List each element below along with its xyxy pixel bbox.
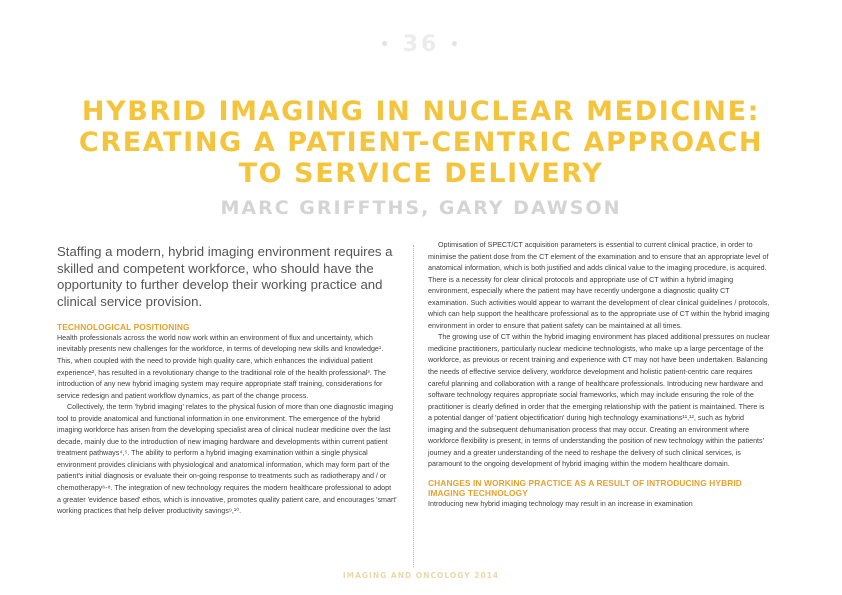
- body-paragraph: Health professionals across the world now work within an environment of flux and uncertainty, which inevitably presents new challenges for the workforce, in terms of developing new skills and knowledge¹. This, when coupled with the need to provide high quality care, which enhances the individual patient experience², has resulted in a revolutionary change to the traditional role of the health professional³. The introduction of any new hybrid imaging system may require appropriate staff training, considerations for service redesign and patient workflow dynamics, as part of the change process.: [57, 333, 386, 400]
- column-divider: [413, 245, 414, 567]
- page-footer: IMAGING AND ONCOLOGY 2014: [342, 571, 500, 580]
- body-paragraph: Introducing new hybrid imaging technology may result in an increase in examination: [428, 499, 693, 508]
- title-line-3: TO SERVICE DELIVERY: [238, 158, 604, 189]
- title-line-2: CREATING A PATIENT-CENTRIC APPROACH: [78, 127, 764, 158]
- title-line-1: HYBRID IMAGING IN NUCLEAR MEDICINE:: [81, 96, 761, 127]
- decor-dot-left: •: [380, 37, 393, 53]
- page-number-value: 36: [402, 32, 440, 57]
- body-paragraph: The growing use of CT within the hybrid imaging environment has placed additional pressures on nuclear medicine practitioners, particularly nuclear medicine technologists, who make up a large percentage of the workforce, as previous or recent training and experience with CT may not have been undertaken. Balancing the needs of effective service delivery, workforce development and holistic patient-centric care requires careful planning and collaboration with a range of healthcare professionals. Introducing new hardware and software technology requires appropriate social frameworks, which may include ensuring the role of the practitioner is clearly defined in order that the emerging relationship with the patient is maintained. There is a potential danger of 'patient objectification' during high technology examinations¹¹,¹², such as hybrid imaging and the subsequent dehumanisation process that may occur. Creating an environment where workforce flexibility is present, in terms of understanding the position of new technology within the patients' journey and a greater understanding of the need to reshape the delivery of such clinical services, is paramount to the ongoing development of hybrid imaging within the modern healthcare domain.: [428, 333, 770, 469]
- article-title: [40, 96, 802, 189]
- body-paragraph: Collectively, the term 'hybrid imaging' relates to the physical fusion of more than one diagnostic imaging tool to provide anatomical and functional information in one environment. The emergence of the hybrid imaging workforce has arisen from the developing specialist area of clinical nuclear medicine over the last decade, mainly due to the introduction of new imaging hardware and developments within current patient treatment pathways⁴,⁵. The ability to perform a hybrid imaging examination within a single physical environment provides clinicians with physiological and anatomical information, which may form part of the patient's initial diagnosis or evaluate their on-going response to treatments such as radiotherapy and / or chemotherapy⁶-⁸. The integration of new technology requires the modern healthcare professional to adopt a greater 'evidence based' ethos, which is innovative, promotes quality patient care, and encourages 'smart' working practices that help deliver productivity savings⁹,¹⁰.: [57, 403, 397, 516]
- body-paragraph: Optimisation of SPECT/CT acquisition parameters is essential to current clinical practice, in order to minimise the patient dose from the CT element of the examination and to ensure that an appropriate level of anatomical information, which is both justified and adds clinical value to the imaging procedure, is acquired. There is a necessity for clear clinical protocols and appropriate use of CT within a hybrid imaging environment, especially where the patient may have recently undergone a diagnostic quality CT examination. Such activities would appear to warrant the development of clear clinical guidelines / protocols, which can help support the healthcare professional as to the appropriate use of CT within the hybrid imaging environment in order to ensure that patient safety can be maintained at all times.: [428, 241, 770, 330]
- right-column: [428, 240, 770, 510]
- decor-dot-right: •: [449, 37, 462, 53]
- section-heading-changes-in-working-practice: CHANGES IN WORKING PRACTICE AS A RESULT OF INTRODUCING HYBRID IMAGING TECHNOLOGY: [428, 477, 742, 499]
- article-authors: MARC GRIFFTHS, GARY DAWSON: [220, 197, 622, 219]
- page-number: [0, 32, 842, 57]
- section-heading-technological-positioning: TECHNOLOGICAL POSITIONING: [57, 322, 190, 333]
- lead-paragraph: Staffing a modern, hybrid imaging environment requires a skilled and competent workforce, who should have the opportunity to further develop their working practice and clinical service provision.: [57, 244, 393, 309]
- left-column: [57, 244, 397, 518]
